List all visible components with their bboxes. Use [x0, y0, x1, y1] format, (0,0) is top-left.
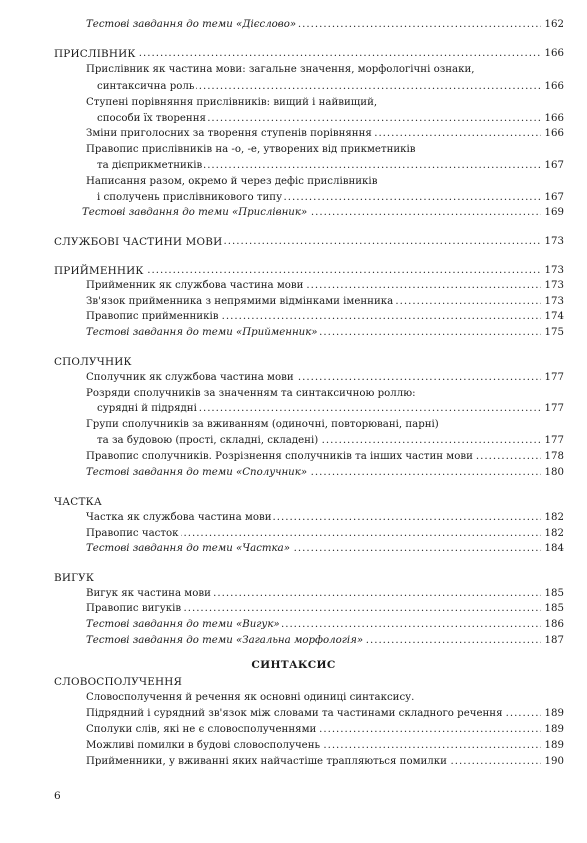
toc-entry-title: Тестові завдання до теми «Вигук» — [86, 617, 282, 633]
syntax-heading: СИНТАКСИС — [251, 659, 336, 671]
toc-entry-page: 177 — [543, 433, 564, 449]
toc-entry[interactable] — [0, 174, 587, 190]
toc-entry[interactable] — [0, 633, 587, 649]
toc-entry-page: 167 — [543, 158, 564, 174]
toc-entry-title: Правопис сполучників. Розрізнення сполучників та інших частин мови — [86, 449, 475, 465]
toc-entry-page: 166 — [543, 111, 564, 127]
toc-section[interactable] — [0, 494, 587, 510]
toc-entry-title: Групи сполучників за вживанням (одиночні, повторювані, парні) — [86, 417, 441, 433]
toc-entry-page: 173 — [543, 294, 564, 310]
toc-entry[interactable] — [0, 526, 587, 542]
toc-entry-title: Тестові завдання до теми «Прислівник» — [82, 205, 309, 221]
toc-entry-page: 173 — [543, 263, 564, 279]
toc-entry-page: 166 — [543, 126, 564, 142]
toc-entry-title: Сполучник як службова частина мови — [86, 370, 296, 386]
toc-entry-title: Прислівник як частина мови: загальне значення, морфологічні ознаки, — [86, 62, 477, 78]
toc-entry-title: ЧАСТКА — [54, 496, 102, 508]
toc-entry[interactable] — [0, 690, 587, 706]
toc-entry-title: та дієприкметників — [97, 158, 204, 174]
toc-section[interactable] — [0, 570, 587, 586]
toc-entry-page: 185 — [543, 586, 564, 602]
toc-entry-page: 180 — [543, 465, 564, 481]
toc-entry-page: 189 — [543, 722, 564, 738]
toc-entry-page: 190 — [543, 754, 564, 770]
toc-entry[interactable] — [0, 294, 587, 310]
toc-entry-page: 169 — [543, 205, 564, 221]
toc-entry-page: 187 — [543, 633, 564, 649]
toc-entry-page: 186 — [543, 617, 564, 633]
toc-entry[interactable] — [0, 370, 587, 386]
toc-entry-page: 189 — [543, 706, 564, 722]
toc-section[interactable] — [0, 263, 587, 279]
toc-entry-title: та за будовою (прості, складні, складені) — [97, 433, 320, 449]
toc-entry-title: Написання разом, окремо й через дефіс прислівників — [86, 174, 379, 190]
toc-entry-title: Правопис часток — [86, 526, 181, 542]
toc-entry-title: Ступені порівняння прислівників: вищий і найвищий, — [86, 95, 379, 111]
toc-section[interactable] — [0, 354, 587, 370]
toc-entry[interactable] — [0, 401, 587, 417]
toc-entry[interactable] — [0, 417, 587, 433]
toc-entry-page: 177 — [543, 401, 564, 417]
toc-entry-title: Підрядний і сурядний зв'язок між словами та частинами складного речення — [86, 706, 505, 722]
toc-entry-page: 189 — [543, 738, 564, 754]
toc-entry-title: СПОЛУЧНИК — [54, 356, 132, 368]
toc-entry[interactable] — [0, 17, 587, 33]
toc-entry[interactable] — [0, 111, 587, 127]
toc-entry[interactable] — [0, 722, 587, 738]
toc-entry[interactable] — [0, 433, 587, 449]
toc-entry[interactable] — [0, 706, 587, 722]
toc-entry-title: Правопис вигуків — [86, 601, 183, 617]
toc-entry-title: Словосполучення й речення як основні одиниці синтаксису. — [86, 690, 416, 706]
toc-entry-title: Розряди сполучників за значенням та синтаксичною роллю: — [86, 386, 418, 402]
toc-entry[interactable] — [0, 754, 587, 770]
toc-entry-title: Можливі помилки в будові словосполучень — [86, 738, 322, 754]
toc-entry-page: 166 — [543, 46, 564, 62]
toc-section[interactable] — [0, 46, 587, 62]
toc-entry-title: ПРИЙМЕННИК — [54, 265, 144, 277]
toc-entry-title: ПРИСЛІВНИК — [54, 48, 136, 60]
toc-entry-page: 173 — [543, 234, 564, 250]
toc-section[interactable] — [0, 234, 587, 250]
toc-entry-page: 174 — [543, 309, 564, 325]
toc-entry-title: сурядні й підрядні — [97, 401, 199, 417]
toc-entry-page: 166 — [543, 79, 564, 95]
syntax-section-title: СЛОВОСПОЛУЧЕННЯ — [54, 676, 183, 688]
toc-entry[interactable] — [0, 95, 587, 111]
toc-entry[interactable] — [0, 278, 587, 294]
toc-entry[interactable] — [0, 738, 587, 754]
toc-entry[interactable] — [0, 510, 587, 526]
toc-entry[interactable] — [0, 586, 587, 602]
toc-entry[interactable] — [0, 541, 587, 557]
toc-entry-title: і сполучень прислівникового типу — [97, 190, 284, 206]
toc-entry[interactable] — [0, 386, 587, 402]
toc-entry-page: 162 — [543, 17, 564, 33]
toc-entry-title: Тестові завдання до теми «Дієслово» — [86, 17, 298, 33]
toc-entry[interactable] — [0, 449, 587, 465]
toc-entry-page: 184 — [543, 541, 564, 557]
toc-entry-title: Зміни приголосних за творення ступенів порівняння — [86, 126, 374, 142]
toc-entry[interactable] — [0, 142, 587, 158]
toc-entry-title: Сполуки слів, які не є словосполученнями — [86, 722, 318, 738]
toc-entry-title: Тестові завдання до теми «Сполучник» — [86, 465, 309, 481]
toc-entry-title: Тестові завдання до теми «Частка» — [86, 541, 292, 557]
page-number: 6 — [54, 790, 61, 802]
toc-entry-page: 177 — [543, 370, 564, 386]
toc-entry-title: Правопис прислівників на -о, -е, утворених від прикметників — [86, 142, 418, 158]
toc-entry[interactable] — [0, 465, 587, 481]
toc-entry-title: Вигук як частина мови — [86, 586, 213, 602]
toc-entry-title: Прийменники, у вживанні яких найчастіше трапляються помилки — [86, 754, 449, 770]
toc-entry[interactable] — [0, 617, 587, 633]
toc-entry-page: 178 — [543, 449, 564, 465]
toc-entry-page: 173 — [543, 278, 564, 294]
toc-entry-title: Тестові завдання до теми «Прийменник» — [86, 325, 320, 341]
toc-entry-title: СЛУЖБОВІ ЧАСТИНИ МОВИ — [54, 236, 223, 248]
toc-entry-page: 182 — [543, 510, 564, 526]
toc-entry[interactable] — [0, 190, 587, 206]
toc-entry-title: Тестові завдання до теми «Загальна морфологія» — [86, 633, 365, 649]
toc-entry-title: Правопис прийменників — [86, 309, 220, 325]
toc-entry-title: Зв'язок прийменника з непрямими відмінками іменника — [86, 294, 395, 310]
toc-entry[interactable] — [0, 601, 587, 617]
toc-entry-title: способи їх творення — [97, 111, 208, 127]
toc-entry[interactable] — [0, 79, 587, 95]
toc-entry[interactable] — [0, 205, 587, 221]
toc-entry-title: ВИГУК — [54, 572, 95, 584]
toc-entry-page: 182 — [543, 526, 564, 542]
toc-entry-title: Прийменник як службова частина мови — [86, 278, 305, 294]
toc-entry[interactable] — [0, 325, 587, 341]
toc-entry[interactable] — [0, 158, 587, 174]
toc-entry-title: синтаксична роль — [97, 79, 196, 95]
toc-entry-page: 185 — [543, 601, 564, 617]
toc-entry[interactable] — [0, 309, 587, 325]
toc-entry-page: 175 — [543, 325, 564, 341]
toc-entry[interactable] — [0, 62, 587, 78]
toc-entry-page: 167 — [543, 190, 564, 206]
toc-entry-title: Частка як службова частина мови — [86, 510, 273, 526]
toc-entry[interactable] — [0, 126, 587, 142]
